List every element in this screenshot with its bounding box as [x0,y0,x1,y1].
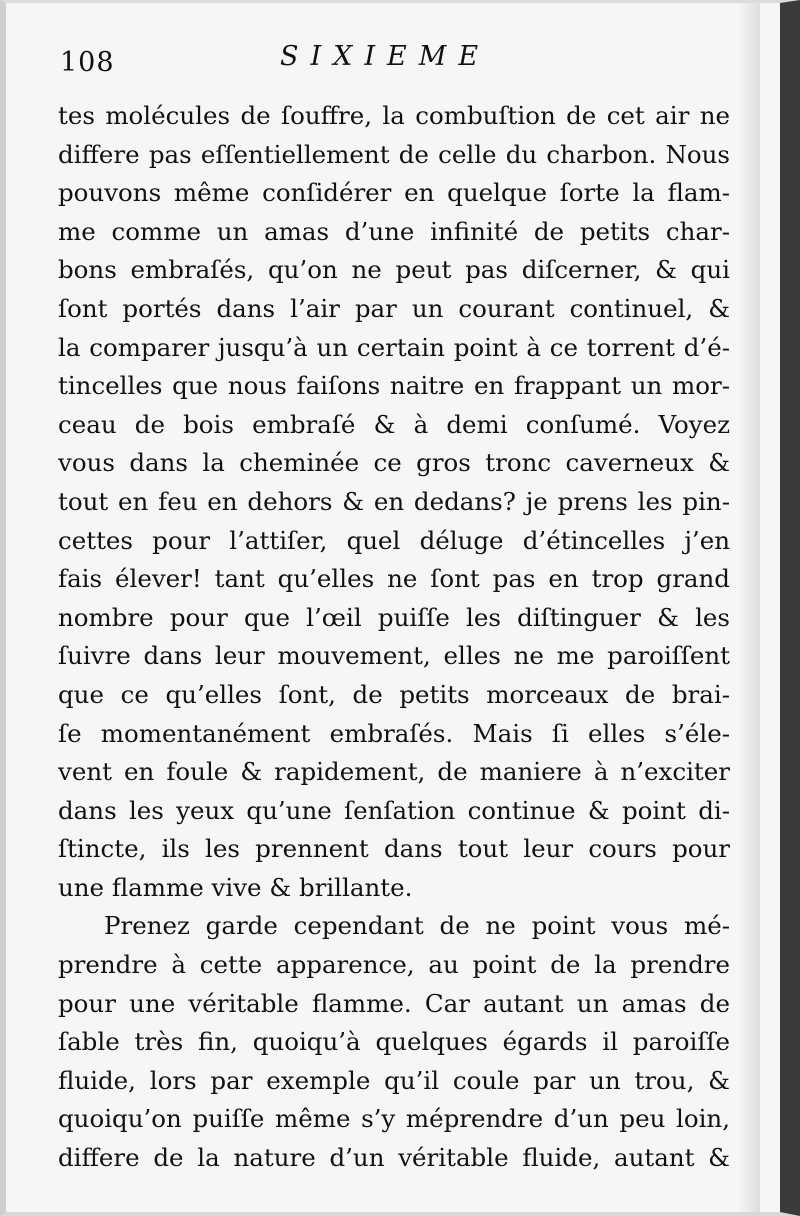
text-line: quoiqu’on puiſſe même s’y méprendre d’un peu loin, [58,1104,730,1134]
page-number: 108 [60,47,115,78]
text-line: tout en feu en dehors & en dedans? je prens les pin- [58,486,730,516]
paragraph-1 [58,97,730,907]
text-line: bons embraſés, qu’on ne peut pas diſcerner, & qui [58,255,730,285]
text-line: que ce qu’elles ſont, de petits morceaux de brai- [58,679,730,709]
text-line: pour une véritable flamme. Car autant un amas de [58,988,730,1018]
text-line: ſe momentanément embraſés. Mais ſi elles s’éle- [58,718,730,748]
text-line: ſont portés dans l’air par un courant continuel, & [58,293,730,323]
text-line: cettes pour l’attiſer, quel déluge d’étincelles j’en [58,525,730,555]
text-line: prendre à cette apparence, au point de la prendre [58,950,730,980]
text-line: vent en foule & rapidement, de maniere à n’exciter [58,757,730,787]
text-line: dans les yeux qu’une ſenſation continue & point di- [58,795,730,825]
text-line: differe pas eſſentiellement de celle du charbon. Nous [58,139,730,169]
text-line: fluide, lors par exemple qu’il coule par un trou, & [58,1065,730,1095]
text-line: ſable très fin, quoiqu’à quelques égards il paroiſſe [58,1027,730,1057]
text-line: pouvons même conſidérer en quelque ſorte la flam- [58,178,730,208]
page-gutter-shadow [738,3,760,1212]
text-line: vous dans la cheminée ce gros tronc caverneux & [58,448,730,478]
text-line: differe de la nature d’un véritable fluide, autant & [58,1143,730,1173]
text-line: ſtincte, ils les prennent dans tout leur cours pour [58,834,730,864]
running-title: SIXIEME [280,41,491,72]
text-line: ceau de bois embraſé & à demi conſumé. Voyez [58,409,730,439]
text-line: une flamme vive & brillante. [58,872,413,902]
text-line: me comme un amas d’une infinité de petits char- [58,216,730,246]
body-text [58,97,730,1178]
text-line: ſuivre dans leur mouvement, elles ne me paroiſſent [58,641,730,671]
page-header [58,41,728,85]
text-line: tincelles que nous faiſons naitre en frappant un mor- [58,371,730,401]
text-line: Prenez garde cependant de ne point vous mé- [104,911,730,941]
text-line: la comparer jusqu’à un certain point à ce torrent d’é- [58,332,730,362]
text-line: nombre pour que l’œil puiſſe les diſtinguer & les [58,602,730,632]
text-line: tes molécules de ſouffre, la combuſtion de cet air ne [58,101,730,130]
text-line: fais élever! tant qu’elles ne ſont pas en trop grand [58,564,730,594]
paragraph-2 [58,907,730,1177]
